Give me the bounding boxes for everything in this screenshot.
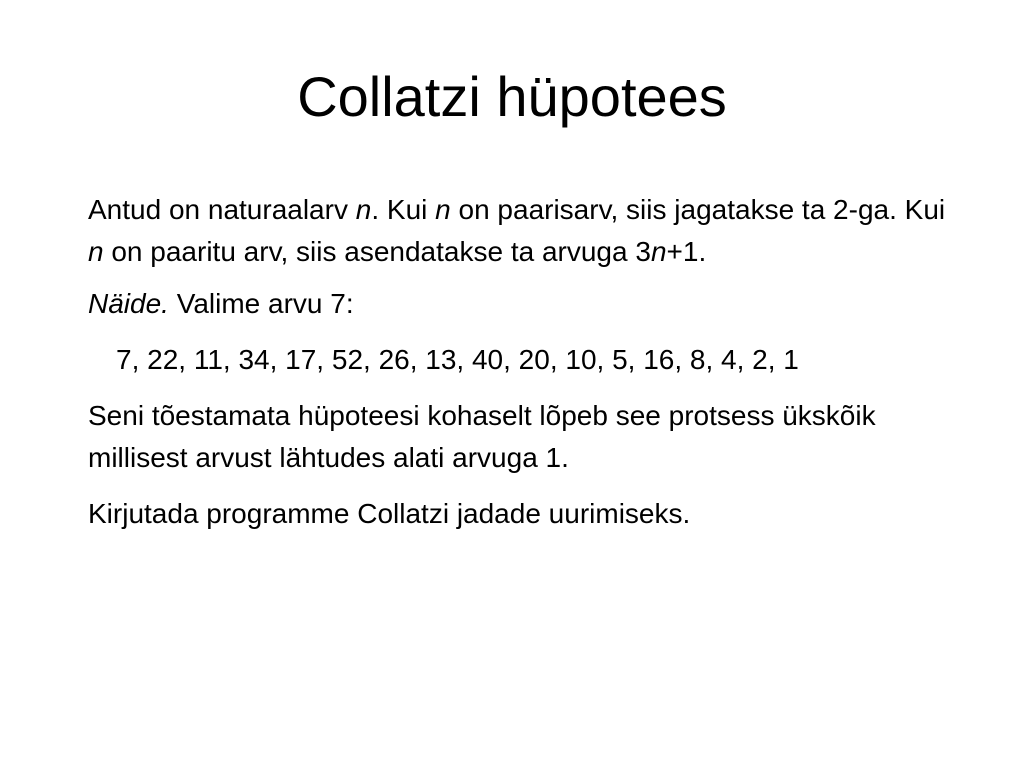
definition-text-1: Antud on naturaalarv bbox=[88, 194, 356, 225]
definition-text-5: +1. bbox=[666, 236, 707, 267]
example-label: Näide. bbox=[88, 288, 169, 319]
slide-body bbox=[88, 189, 958, 549]
definition-paragraph bbox=[88, 189, 958, 273]
variable-n: n bbox=[88, 236, 104, 267]
hypothesis-paragraph: Seni tõestamata hüpoteesi kohaselt lõpeb see protsess ükskõik millisest arvust lähtudes alati arvuga 1. bbox=[88, 400, 876, 473]
definition-text-2: . Kui bbox=[371, 194, 436, 225]
task-paragraph: Kirjutada programme Collatzi jadade uurimiseks. bbox=[88, 498, 691, 529]
example-paragraph bbox=[88, 283, 958, 325]
example-text: Valime arvu 7: bbox=[168, 288, 354, 319]
variable-n: n bbox=[435, 194, 451, 225]
variable-n: n bbox=[355, 194, 372, 225]
variable-n: n bbox=[650, 236, 667, 267]
definition-text-4: on paaritu arv, siis asendatakse ta arvuga 3 bbox=[103, 236, 651, 267]
collatz-sequence: 7, 22, 11, 34, 17, 52, 26, 13, 40, 20, 10, 5, 16, 8, 4, 2, 1 bbox=[116, 344, 799, 375]
definition-text-3: on paarisarv, siis jagatakse ta 2-ga. Kui bbox=[450, 194, 946, 225]
slide-title: Collatzi hüpotees bbox=[297, 65, 727, 128]
